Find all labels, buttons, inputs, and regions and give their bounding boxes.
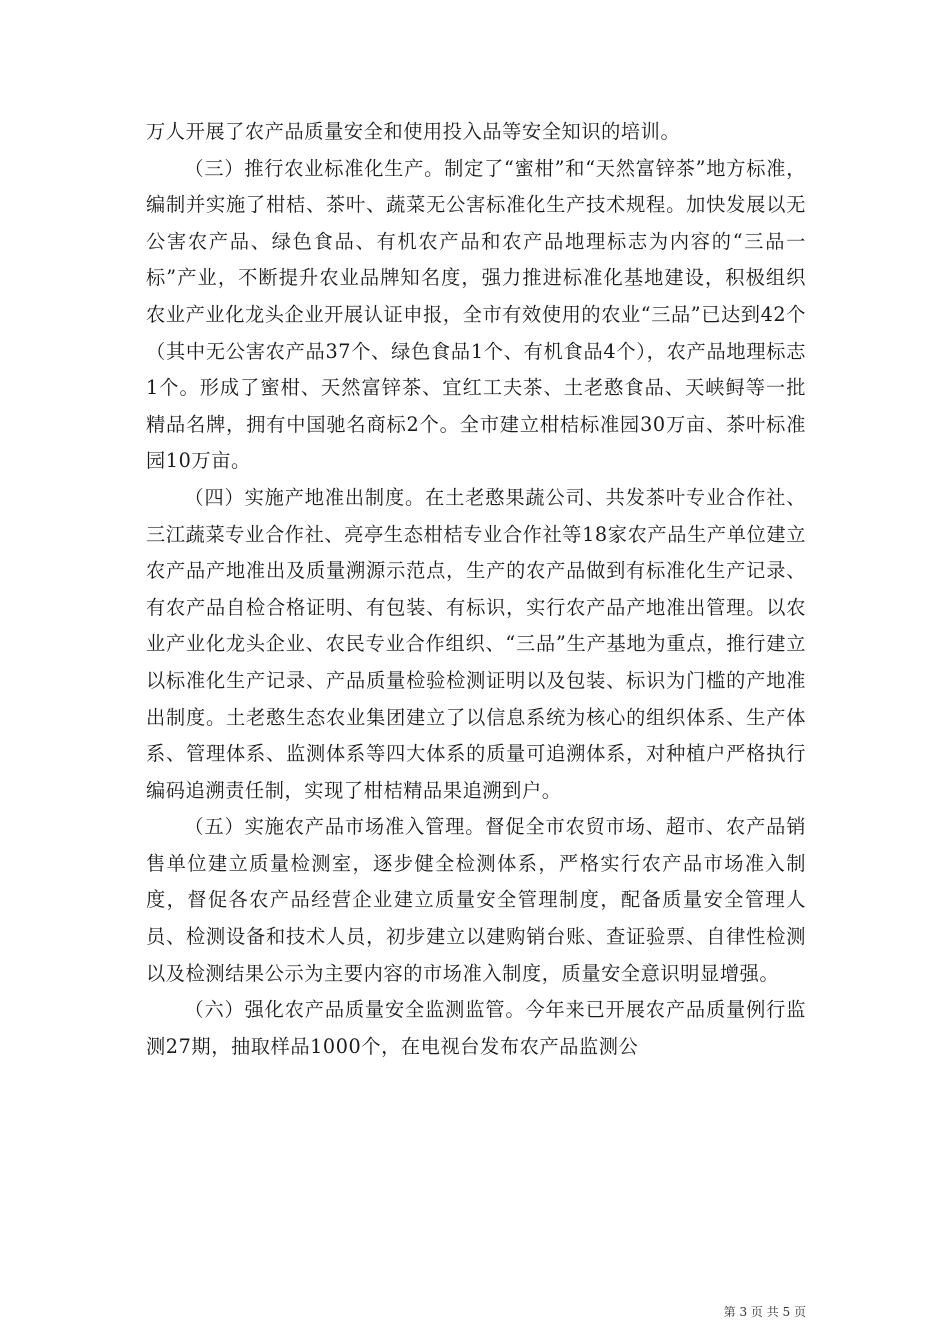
- paragraph-section-3: （三）推行农业标准化生产。制定了“蜜柑”和“天然富锌茶”地方标准，编制并实施了柑桔、茶叶、蔬菜无公害标准化生产技术规程。加快发展以无公害农产品、绿色食品、有机农产品和农产品地理标志为内容的“三品一标”产业，不断提升农业品牌知名度，强力推进标准化基地建设，积极组织农业产业化龙头企业开展认证申报，全市有效使用的农业“三品”已达到42个（其中无公害农产品37个、绿色食品1个、有机食品4个），农产品地理标志1个。形成了蜜柑、天然富锌茶、宜红工夫茶、土老憨食品、天峡鲟等一批精品名牌，拥有中国驰名商标2个。全市建立柑桔标准园30万亩、茶叶标准园10万亩。: [146, 156, 806, 473]
- paragraph-section-4: （四）实施产地准出制度。在土老憨果蔬公司、共发茶叶专业合作社、三江蔬菜专业合作社、亮亭生态柑桔专业合作社等18家农产品生产单位建立农产品产地准出及质量溯源示范点，生产的农产品做到有标准化生产记录、有农产品自检合格证明、有包装、有标识，实行农产品产地准出管理。以农业产业化龙头企业、农民专业合作组织、“三品”生产基地为重点，推行建立以标准化生产记录、产品质量检验检测证明以及包装、标识为门槛的产地准出制度。土老憨生态农业集团建立了以信息系统为核心的组织体系、生产体系、管理体系、监测体系等四大体系的质量可追溯体系，对种植户严格执行编码追溯责任制，实现了柑桔精品果追溯到户。: [146, 485, 806, 802]
- document-body: [146, 114, 806, 1065]
- paragraph-section-5: （五）实施农产品市场准入管理。督促全市农贸市场、超市、农产品销售单位建立质量检测室，逐步健全检测体系，严格实行农产品市场准入制度，督促各农产品经营企业建立质量安全管理制度，配备质量安全管理人员、检测设备和技术人员，初步建立以建购销台账、查证验票、自律性检测以及检测结果公示为主要内容的市场准入制度，质量安全意识明显增强。: [146, 815, 806, 985]
- page-number-footer: 第 3 页 共 5 页: [723, 1305, 806, 1319]
- paragraph-continuation: 万人开展了农产品质量安全和使用投入品等安全知识的培训。: [146, 120, 681, 143]
- paragraph-section-6: （六）强化农产品质量安全监测监管。今年来已开展农产品质量例行监测27期，抽取样品1000个，在电视台发布农产品监测公: [146, 998, 806, 1058]
